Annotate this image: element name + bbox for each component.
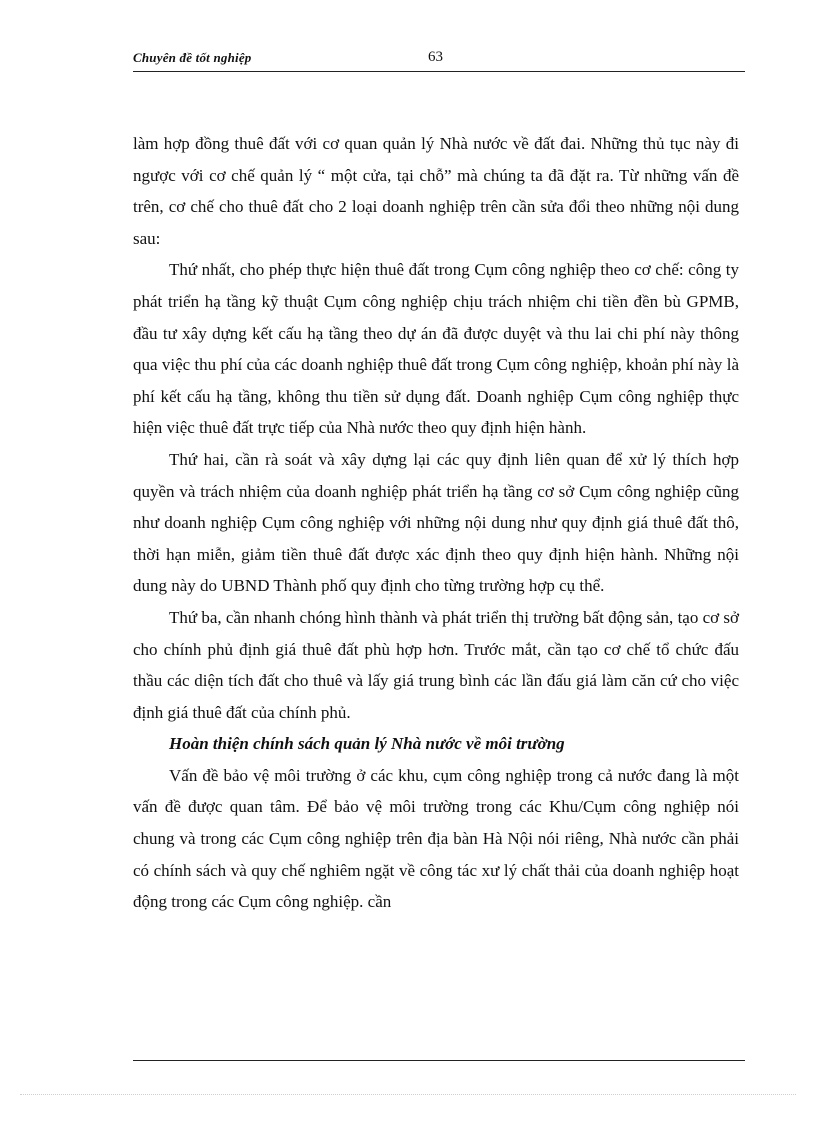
header-rule [133, 71, 745, 72]
paragraph-environment: Vấn đề bảo vệ môi trường ở các khu, cụm công nghiệp trong cả nước đang là một vấn đề được quan tâm. Để bảo vệ môi trường trong các Khu/Cụm công nghiệp nói chung và trong các Cụm công nghiệp trên địa bàn Hà Nội nói riêng, Nhà nước cần phải có chính sách và quy chế nghiêm ngặt về công tác xư lý chất thải của doanh nghiệp hoạt động trong các Cụm công nghiệp. cần [133, 765, 739, 912]
page-header [133, 48, 745, 70]
document-body [133, 128, 739, 918]
paragraph-first-point: Thứ nhất, cho phép thực hiện thuê đất trong Cụm công nghiệp theo cơ chế: công ty phát triển hạ tầng kỹ thuật Cụm công nghiệp chịu trách nhiệm chi tiền đền bù GPMB, đầu tư xây dựng kết cấu hạ tầng theo dự án đã được duyệt và thu lai chi phí này thông qua việc thu phí của các doanh nghiệp thuê đất trong Cụm công nghiệp, khoản phí này là phí kết cấu hạ tầng, không thu tiền sử dụng đất. Doanh nghiệp Cụm công nghiệp thực hiện việc thuê đất trực tiếp của Nhà nước theo quy định hiện hành. [133, 260, 739, 438]
page-bottom-edge [20, 1094, 796, 1095]
header-title: Chuyên đề tốt nghiệp [133, 50, 252, 65]
footer-rule [133, 1060, 745, 1061]
section-heading: Hoàn thiện chính sách quản lý Nhà nước về môi trường [169, 734, 565, 754]
paragraph-intro: làm hợp đồng thuê đất với cơ quan quản lý Nhà nước về đất đai. Những thủ tục này đi ngược với cơ chế quản lý “ một cửa, tại chỗ” mà chúng ta đã đặt ra. Từ những vấn đề trên, cơ chế cho thuê đất cho 2 loại doanh nghiệp trên cần sửa đổi theo những nội dung sau: [133, 134, 739, 248]
page-number: 63 [428, 49, 443, 65]
paragraph-third-point: Thứ ba, cần nhanh chóng hình thành và phát triển thị trường bất động sản, tạo cơ sở cho chính phủ định giá thuê đất phù hợp hơn. Trước mắt, cần tạo cơ chế tổ chức đấu thầu các diện tích đất cho thuê và lấy giá trung bình các lần đấu giá làm căn cứ cho việc định giá thuê đất của chính phủ. [133, 607, 739, 722]
paragraph-second-point: Thứ hai, cần rà soát và xây dựng lại các quy định liên quan để xử lý thích hợp quyền và trách nhiệm của doanh nghiệp phát triển hạ tầng cơ sở Cụm công nghiệp cũng như doanh nghiệp Cụm công nghiệp với những nội dung như quy định giá thuê đất thô, thời hạn miễn, giảm tiền thuê đất được xác định theo quy định hiện hành. Những nội dung này do UBND Thành phố quy định cho từng trường hợp cụ thể. [133, 449, 739, 596]
